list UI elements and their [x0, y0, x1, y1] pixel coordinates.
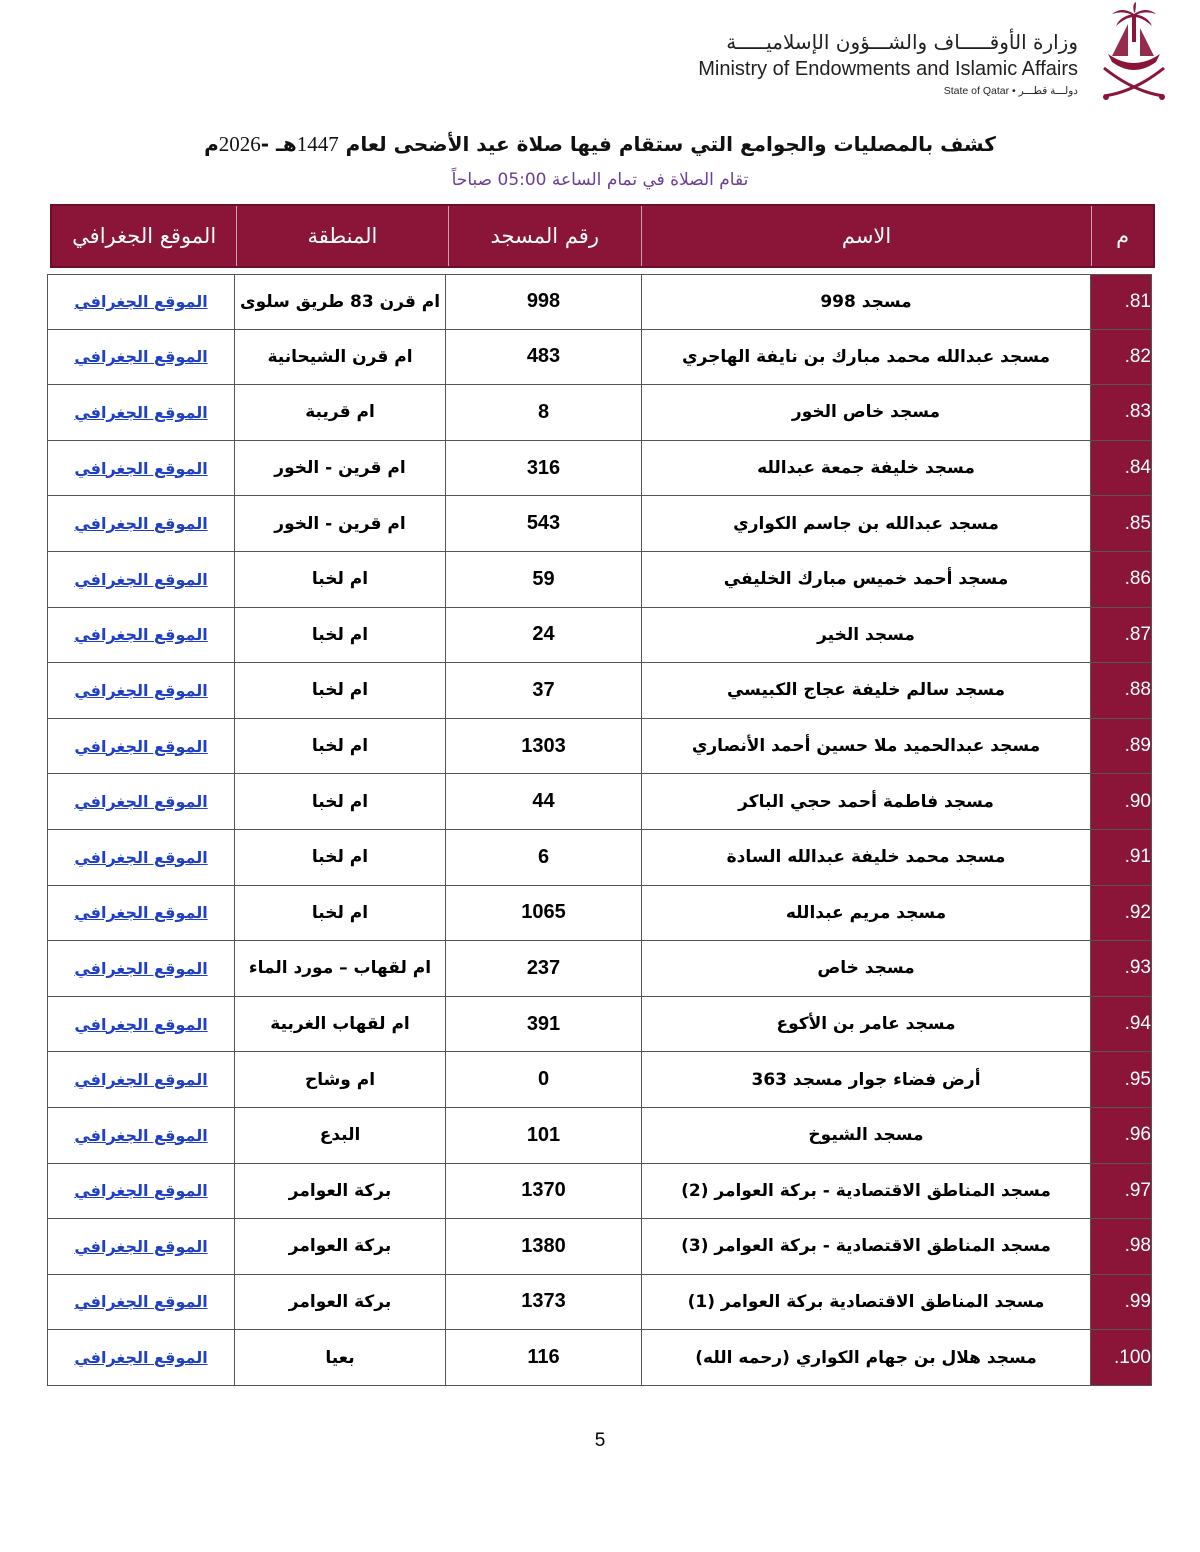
area-name: ام لخبا [311, 624, 369, 645]
table-row [47, 663, 1152, 719]
area-name-cell [234, 886, 445, 942]
area-name: ام لخبا [311, 569, 369, 590]
geo-location-link-cell [47, 719, 234, 775]
mosque-name: مسجد المناطق الاقتصادية - بركة العوامر (2) [681, 1180, 1051, 1201]
row-number: .96 [1124, 1124, 1151, 1146]
table-row [47, 830, 1152, 886]
geo-location-link-cell [47, 830, 234, 886]
row-number: .93 [1124, 957, 1151, 979]
title-text: كشف بالمصليات والجوامع التي ستقام فيها صلاة عيد الأضحى لعام [338, 132, 996, 156]
mosque-number: 116 [527, 1346, 560, 1369]
geo-location-link-cell [47, 274, 234, 330]
area-name-cell [234, 1164, 445, 1220]
mosque-number-cell [445, 1275, 641, 1331]
area-name: ام لقهاب الغربية [270, 1014, 410, 1035]
area-name: ام لخبا [311, 736, 369, 757]
mosque-number: 1370 [521, 1179, 566, 1202]
row-number-cell [1090, 496, 1152, 552]
geo-location-link-cell [47, 774, 234, 830]
mosque-name-cell [641, 1108, 1090, 1164]
qatar-emblem-icon [1098, 2, 1170, 100]
mosque-number-cell [445, 663, 641, 719]
geo-location-link-cell [47, 441, 234, 497]
row-number-cell [1090, 1108, 1152, 1164]
page-title [0, 132, 1200, 157]
table-row [47, 330, 1152, 386]
title-greg-suffix: م [204, 132, 219, 156]
geo-location-link[interactable]: الموقع الجغرافي [74, 1292, 208, 1312]
area-name-cell [234, 941, 445, 997]
area-name: بركة العوامر [288, 1180, 392, 1201]
mosque-number: 6 [537, 845, 550, 868]
geo-location-link[interactable]: الموقع الجغرافي [74, 347, 208, 367]
mosque-number-cell [445, 552, 641, 608]
mosque-name-cell [641, 1275, 1090, 1331]
mosque-number: 1303 [521, 734, 566, 757]
table-row [47, 997, 1152, 1053]
mosque-number: 1065 [521, 901, 566, 924]
table-row [47, 1052, 1152, 1108]
mosque-name-cell [641, 774, 1090, 830]
mosque-name-cell [641, 1164, 1090, 1220]
row-number: .95 [1124, 1068, 1151, 1090]
geo-location-link-cell [47, 997, 234, 1053]
row-number: .97 [1124, 1179, 1151, 1201]
mosque-name-cell [641, 663, 1090, 719]
area-name: ام قريبة [305, 402, 375, 423]
area-name-cell [234, 330, 445, 386]
row-number: .85 [1124, 512, 1151, 534]
geo-location-link[interactable]: الموقع الجغرافي [74, 847, 208, 867]
geo-location-link-cell [47, 1330, 234, 1386]
mosque-number: 543 [526, 512, 561, 535]
table-row [47, 385, 1152, 441]
mosque-number: 998 [526, 290, 561, 313]
area-name-cell [234, 552, 445, 608]
area-name: بعيا [325, 1347, 355, 1368]
mosque-number: 483 [526, 345, 561, 368]
mosque-number: 391 [526, 1012, 561, 1035]
row-number-cell [1090, 1052, 1152, 1108]
header-num: م [1091, 206, 1153, 266]
mosque-number: 237 [526, 956, 561, 979]
geo-location-link[interactable]: الموقع الجغرافي [74, 569, 208, 589]
mosque-number-cell [445, 774, 641, 830]
mosque-table-body [47, 274, 1152, 1386]
table-row [47, 608, 1152, 664]
row-number-cell [1090, 830, 1152, 886]
area-name: ام وشاح [304, 1069, 376, 1090]
mosque-number-cell [445, 886, 641, 942]
row-number: .91 [1124, 846, 1151, 868]
row-number-cell [1090, 997, 1152, 1053]
geo-location-link-cell [47, 552, 234, 608]
mosque-number: 59 [532, 567, 555, 590]
mosque-name: مسجد عبدالله بن جاسم الكواري [733, 513, 999, 534]
table-row [47, 941, 1152, 997]
mosque-number-cell [445, 719, 641, 775]
mosque-name: مسجد فاطمة أحمد حجي الباكر [738, 791, 994, 812]
table-row [47, 1164, 1152, 1220]
state-of-qatar-label: State of Qatar • دولـــة قطـــر [943, 85, 1078, 97]
mosque-number-cell [445, 441, 641, 497]
table-row [47, 274, 1152, 330]
area-name-cell [234, 830, 445, 886]
row-number-cell [1090, 441, 1152, 497]
row-number-cell [1090, 886, 1152, 942]
geo-location-link-cell [47, 1052, 234, 1108]
geo-location-link[interactable]: الموقع الجغرافي [74, 402, 208, 422]
geo-location-link-cell [47, 608, 234, 664]
area-name: ام لخبا [311, 791, 369, 812]
mosque-number: 24 [532, 623, 555, 646]
mosque-name-cell [641, 1330, 1090, 1386]
mosque-number: 101 [526, 1123, 561, 1146]
mosque-name-cell [641, 330, 1090, 386]
mosque-number: 0 [537, 1068, 550, 1091]
row-number: .92 [1124, 901, 1151, 923]
mosque-name-cell [641, 385, 1090, 441]
mosque-number: 44 [532, 790, 555, 813]
mosque-name-cell [641, 830, 1090, 886]
mosque-name: مسجد المناطق الاقتصادية بركة العوامر (1) [687, 1291, 1045, 1312]
area-name: ام قرن الشيحانية [267, 346, 413, 367]
geo-location-link-cell [47, 941, 234, 997]
page-number: 5 [594, 1430, 606, 1451]
area-name-cell [234, 1108, 445, 1164]
mosque-number-cell [445, 274, 641, 330]
mosque-name-cell [641, 552, 1090, 608]
row-number-cell [1090, 774, 1152, 830]
row-number: .81 [1124, 290, 1151, 312]
geo-location-link[interactable]: الموقع الجغرافي [74, 625, 208, 645]
table-row [47, 496, 1152, 552]
title-year-hijri: 1447 [296, 132, 339, 156]
row-number-cell [1090, 330, 1152, 386]
geo-location-link[interactable]: الموقع الجغرافي [74, 736, 208, 756]
row-number: .87 [1124, 623, 1151, 645]
row-number: .100 [1114, 1346, 1151, 1368]
area-name: ام لقهاب – مورد الماء [248, 958, 432, 979]
geo-location-link-cell [47, 1164, 234, 1220]
mosque-number-cell [445, 1052, 641, 1108]
ministry-name-arabic: وزارة الأوقـــــاف والشـــؤون الإسلاميـــــة [726, 30, 1078, 54]
area-name: ام قرن 83 طريق سلوى [239, 291, 441, 312]
area-name-cell [234, 385, 445, 441]
row-number-cell [1090, 719, 1152, 775]
ministry-name-english: Ministry of Endowments and Islamic Affairs [698, 58, 1078, 80]
mosque-name-cell [641, 1052, 1090, 1108]
geo-location-link-cell [47, 663, 234, 719]
row-number-cell [1090, 941, 1152, 997]
geo-location-link[interactable]: الموقع الجغرافي [74, 1236, 208, 1256]
mosque-name-cell [641, 496, 1090, 552]
geo-location-link[interactable]: الموقع الجغرافي [74, 1181, 208, 1201]
geo-location-link[interactable]: الموقع الجغرافي [74, 903, 208, 923]
mosque-number: 316 [526, 456, 561, 479]
mosque-number-cell [445, 941, 641, 997]
mosque-name-cell [641, 719, 1090, 775]
area-name-cell [234, 274, 445, 330]
mosque-name: مسجد المناطق الاقتصادية - بركة العوامر (3) [681, 1236, 1051, 1257]
area-name: ام لخبا [311, 680, 369, 701]
mosque-name: مسجد خاص [817, 958, 915, 979]
mosque-name: مسجد عبدالحميد ملا حسين أحمد الأنصاري [691, 736, 1041, 757]
mosque-name-cell [641, 1219, 1090, 1275]
title-hijri-suffix: هـ - [260, 132, 297, 156]
geo-location-link[interactable]: الموقع الجغرافي [74, 514, 208, 534]
table-row [47, 719, 1152, 775]
row-number: .88 [1124, 679, 1151, 701]
table-row [47, 774, 1152, 830]
mosque-number-cell [445, 1108, 641, 1164]
geo-location-link[interactable]: الموقع الجغرافي [74, 1348, 208, 1368]
area-name: ام قرين - الخور [274, 458, 406, 479]
area-name-cell [234, 608, 445, 664]
mosque-number: 1380 [521, 1234, 566, 1257]
geo-location-link[interactable]: الموقع الجغرافي [74, 292, 208, 312]
area-name-cell [234, 441, 445, 497]
geo-location-link[interactable]: الموقع الجغرافي [74, 1014, 208, 1034]
geo-location-link-cell [47, 1108, 234, 1164]
page-header [0, 0, 1200, 110]
geo-location-link-cell [47, 385, 234, 441]
mosque-name-cell [641, 997, 1090, 1053]
row-number: .98 [1124, 1235, 1151, 1257]
mosque-name: مسجد الشيوخ [808, 1125, 924, 1146]
row-number-cell [1090, 385, 1152, 441]
mosque-name-cell [641, 274, 1090, 330]
row-number: .84 [1124, 457, 1151, 479]
row-number: .99 [1124, 1290, 1151, 1312]
mosque-number-cell [445, 830, 641, 886]
table-header [50, 204, 1155, 268]
geo-location-link[interactable]: الموقع الجغرافي [74, 458, 208, 478]
row-number: .89 [1124, 735, 1151, 757]
geo-location-link[interactable]: الموقع الجغرافي [74, 1125, 208, 1145]
prayer-time-subtitle: تقام الصلاة في تمام الساعة 05:00 صباحاً [451, 170, 749, 190]
mosque-number-cell [445, 385, 641, 441]
geo-location-link[interactable]: الموقع الجغرافي [74, 792, 208, 812]
row-number: .90 [1124, 790, 1151, 812]
mosque-number-cell [445, 608, 641, 664]
row-number-cell [1090, 552, 1152, 608]
mosque-name: مسجد مريم عبدالله [785, 902, 947, 923]
table-row [47, 1330, 1152, 1386]
header-geo: الموقع الجغرافي [72, 224, 217, 248]
row-number: .83 [1124, 401, 1151, 423]
table-row [47, 1275, 1152, 1331]
mosque-number-cell [445, 496, 641, 552]
area-name: ام قرين - الخور [274, 513, 406, 534]
title-year-gregorian: 2026 [218, 132, 261, 156]
mosque-name-cell [641, 886, 1090, 942]
mosque-name: مسجد خليفة جمعة عبدالله [757, 458, 975, 479]
mosque-name: مسجد 998 [820, 291, 912, 312]
table-row [47, 886, 1152, 942]
geo-location-link[interactable]: الموقع الجغرافي [74, 680, 208, 700]
mosque-number: 8 [537, 400, 550, 423]
area-name: ام لخبا [311, 902, 369, 923]
mosque-number-cell [445, 997, 641, 1053]
mosque-number-cell [445, 1219, 641, 1275]
header-area: المنطقة [236, 206, 447, 266]
mosque-name: مسجد هلال بن جهام الكواري (رحمه الله) [695, 1347, 1037, 1368]
row-number-cell [1090, 1164, 1152, 1220]
area-name: البدع [319, 1125, 361, 1146]
row-number-cell [1090, 663, 1152, 719]
mosque-name: مسجد أحمد خميس مبارك الخليفي [723, 569, 1009, 590]
row-number: .82 [1124, 345, 1151, 367]
geo-location-link-cell [47, 496, 234, 552]
area-name-cell [234, 496, 445, 552]
area-name: بركة العوامر [288, 1236, 392, 1257]
row-number-cell [1090, 274, 1152, 330]
row-number-cell [1090, 1330, 1152, 1386]
table-row [47, 1219, 1152, 1275]
area-name-cell [234, 1219, 445, 1275]
geo-location-link-cell [47, 886, 234, 942]
row-number: .86 [1124, 568, 1151, 590]
geo-location-link[interactable]: الموقع الجغرافي [74, 958, 208, 978]
geo-location-link-cell [47, 1275, 234, 1331]
geo-location-link-cell [47, 330, 234, 386]
table-row [47, 552, 1152, 608]
header-code: رقم المسجد [448, 206, 641, 266]
area-name-cell [234, 997, 445, 1053]
mosque-name: مسجد عامر بن الأكوع [776, 1014, 956, 1035]
mosque-number: 37 [532, 678, 555, 701]
table-row [47, 441, 1152, 497]
mosque-name: مسجد خاص الخور [791, 402, 941, 423]
ministry-name-block [658, 30, 1078, 97]
area-name-cell [234, 774, 445, 830]
area-name-cell [234, 719, 445, 775]
area-name-cell [234, 663, 445, 719]
area-name-cell [234, 1330, 445, 1386]
row-number-cell [1090, 1275, 1152, 1331]
geo-location-link-cell [47, 1219, 234, 1275]
mosque-name: مسجد محمد خليفة عبدالله السادة [726, 847, 1006, 868]
area-name-cell [234, 1275, 445, 1331]
area-name: ام لخبا [311, 847, 369, 868]
mosque-name: أرض فضاء جوار مسجد 363 [751, 1069, 981, 1090]
area-name-cell [234, 1052, 445, 1108]
mosque-name-cell [641, 608, 1090, 664]
header-name: الاسم [641, 206, 1091, 266]
mosque-number-cell [445, 330, 641, 386]
mosque-name: مسجد سالم خليفة عجاج الكبيسي [726, 680, 1006, 701]
table-row [47, 1108, 1152, 1164]
area-name: بركة العوامر [288, 1291, 392, 1312]
row-number-cell [1090, 608, 1152, 664]
mosque-number-cell [445, 1330, 641, 1386]
row-number: .94 [1124, 1013, 1151, 1035]
mosque-number: 1373 [521, 1290, 566, 1313]
mosque-name: مسجد الخير [817, 624, 915, 645]
mosque-number-cell [445, 1164, 641, 1220]
mosque-name-cell [641, 941, 1090, 997]
geo-location-link[interactable]: الموقع الجغرافي [74, 1070, 208, 1090]
mosque-name: مسجد عبدالله محمد مبارك بن نايفة الهاجري [681, 346, 1051, 367]
row-number-cell [1090, 1219, 1152, 1275]
mosque-name-cell [641, 441, 1090, 497]
